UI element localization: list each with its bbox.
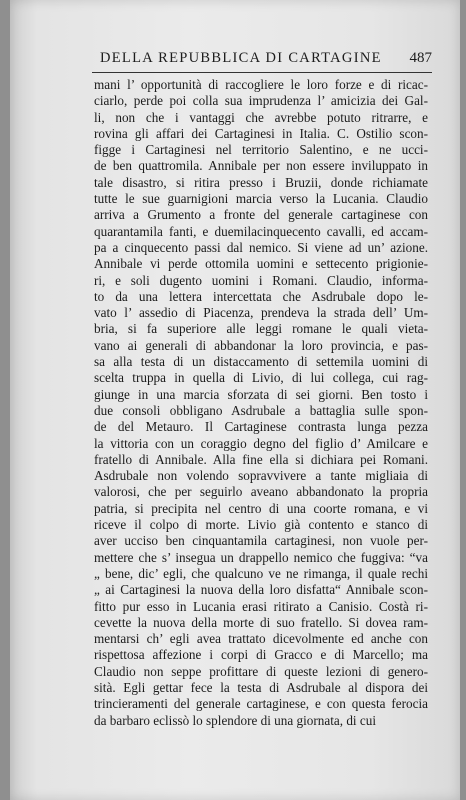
text-line: „ bene, dic’ egli, che qualcuno ve ne rimanga, il quale rechi <box>94 565 428 581</box>
running-title: DELLA REPUBBLICA DI CARTAGINE <box>100 50 382 66</box>
text-line: figge i Cartaginesi nel territorio Salentino, e ne ucci- <box>94 142 428 158</box>
text-line: vano ai generali di abbandonar la loro provincia, e pas- <box>94 337 428 353</box>
text-line: trincieramenti del generale cartaginese, e con questa ferocia <box>94 696 428 712</box>
text-line: sa alla testa di un distaccamento di settemila uomini di <box>94 354 428 370</box>
text-line: da barbaro eclissò lo splendore di una giornata, di cui <box>94 712 376 728</box>
text-line: vato l’ assedio di Piacenza, prendeva la strada dell’ Um- <box>94 305 428 321</box>
text-line: scelta truppa in quella di Livio, di lui collega, cui rag- <box>94 370 428 386</box>
text-line: ri, e soli dugento uomini i Romani. Claudio, informa- <box>94 272 428 288</box>
text-line: mettere che s’ insegua un drappello nemico che fuggiva: “va <box>94 549 428 565</box>
page-number: 487 <box>409 50 432 66</box>
text-line: tale disastro, si ritira presso i Bruzii, donde richiamate <box>94 174 428 190</box>
text-line: fratello di Annibale. Alla fine ella si dichiara pei Romani. <box>94 451 428 467</box>
text-line: „ ai Cartaginesi la nuova della loro disfatta“ Annibale scon- <box>94 582 428 598</box>
text-line: riceve il colpo di morte. Livio già contento e stanco di <box>94 517 428 533</box>
text-line: tutte le sue guarnigioni marcia verso la Lucania. Claudio <box>94 191 428 207</box>
text-line: ciarlo, perde poi colla sua imprudenza l’ amicizia dei Gal- <box>94 93 428 109</box>
body-text <box>94 77 428 729</box>
header-rule <box>92 72 432 73</box>
book-page <box>10 0 460 800</box>
text-line: aver ucciso ben cinquantamila cartaginesi, non vuole per- <box>94 533 428 549</box>
text-line: giunge in una marcia sforzata di sei giorni. Ben tosto i <box>94 386 428 402</box>
text-line: sità. Egli gettar fece la testa di Asdrubale al dispora dei <box>94 679 428 695</box>
text-line: arriva a Grumento a fronte del generale cartaginese con <box>94 207 428 223</box>
page-header <box>90 50 432 72</box>
text-line: valorosi, che per seguirlo aveano abbandonato la propria <box>94 484 428 500</box>
text-line: due consoli obbligano Asdrubale a battaglia sulle spon- <box>94 402 428 418</box>
text-line: quarantamila fanti, e duemilacinquecento cavalli, ed accam- <box>94 223 428 239</box>
text-line: fitto pur esso in Lucania erasi ritirato a Canisio. Costà ri- <box>94 598 428 614</box>
text-line: pa a cinquecento passi dal nemico. Si viene ad un’ azione. <box>94 239 428 255</box>
text-line: Annibale vi perde ottomila uomini e settecento prigionie- <box>94 256 428 272</box>
text-line: Claudio non seppe profittare di queste lezioni di genero- <box>94 663 428 679</box>
text-line: to da una lettera intercettata che Asdrubale dopo le- <box>94 288 428 304</box>
text-line: patria, si precipita nel centro di una coorte romana, e vi <box>94 500 428 516</box>
text-line: cevette la nuova della morte di suo fratello. Si dovea ram- <box>94 614 428 630</box>
text-line: rispettosa affezione i corpi di Gracco e di Marcello; ma <box>94 647 428 663</box>
text-line: bria, si fa superiore alle leggi romane le quali vieta- <box>94 321 428 337</box>
text-line: li, non che i vantaggi che avrebbe potuto ritrarre, e <box>94 109 428 125</box>
text-line: Asdrubale non volendo sopravvivere a tante migliaia di <box>94 468 428 484</box>
text-line: mentarsi ch’ egli avea trattato dicevolmente ed anche con <box>94 631 428 647</box>
text-line: rovina gli affari dei Cartaginesi in Italia. C. Ostilio scon- <box>94 125 428 141</box>
text-line: de ben quattromila. Annibale per non essere inviluppato in <box>94 158 428 174</box>
text-line: la vittoria con un coraggio degno del figlio d’ Amilcare e <box>94 435 428 451</box>
text-line: de del Metauro. Il Cartaginese contrasta lunga pezza <box>94 419 428 435</box>
text-line: mani l’ opportunità di raccogliere le loro forze e di ricac- <box>94 77 428 92</box>
